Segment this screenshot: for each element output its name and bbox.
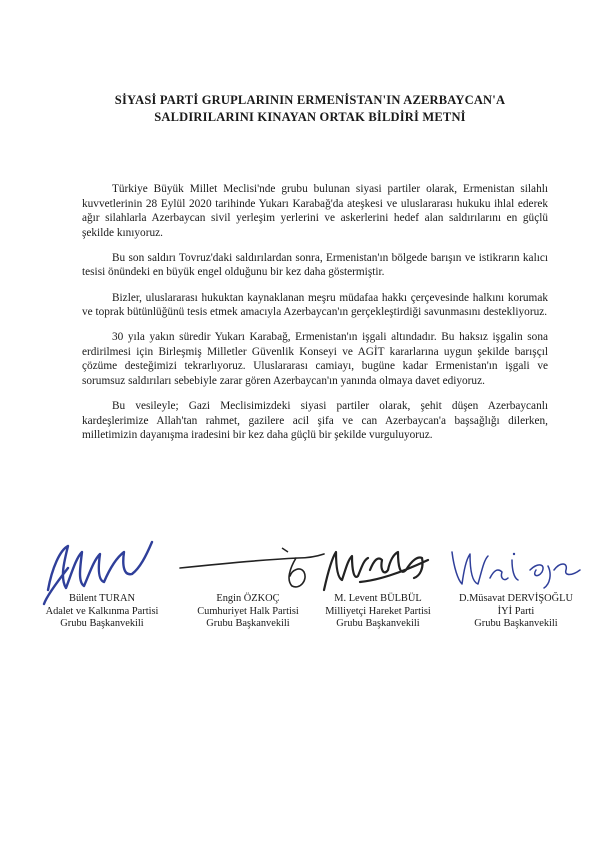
signatory-role: Grubu Başkanvekili — [206, 618, 290, 630]
signature-ozkoc — [178, 540, 328, 595]
title-line-2: SALDIRILARINI KINAYAN ORTAK BİLDİRİ METNİ — [154, 110, 466, 124]
signatory-role: Grubu Başkanvekili — [474, 618, 558, 630]
signatory-name: M. Levent BÜLBÜL — [334, 593, 422, 604]
signatory-party: Milliyetçi Hareket Partisi — [325, 605, 431, 617]
paragraph: Türkiye Büyük Millet Meclisi'nde grubu bulunan siyasi partiler olarak, Ermenistan silahlı kuvvetlerinin 28 Eylül 2020 tarihinde Yukarı Karabağ'da ateşkesi ve uluslararası hukuku ihlal ederek ağır silahlarla Azerbaycan sivil yerleşim yerlerini ve askerlerini hedef alan saldırılarını en güçlü şekilde kınıyoruz. — [82, 183, 548, 239]
signatory-name: Bülent TURAN — [69, 593, 135, 604]
signatory-party: İYİ Parti — [497, 605, 535, 617]
signatory-dervisoglu — [446, 593, 586, 631]
signatory-party: Adalet ve Kalkınma Partisi — [45, 605, 159, 617]
document-title — [60, 92, 560, 126]
paragraph: Bu son saldırı Tovruz'daki saldırılardan sonra, Ermenistan'ın bölgede barışın ve istikrarın kalıcı tesisi önündeki en büyük engel olduğunu bir kez daha göstermiştir. — [82, 251, 548, 279]
signatory-ozkoc — [188, 593, 308, 631]
title-line-1: SİYASİ PARTİ GRUPLARININ ERMENİSTAN'IN AZERBAYCAN'A — [114, 93, 506, 107]
paragraph: Bu vesileyle; Gazi Meclisimizdeki siyasi partiler olarak, şehit düşen Azerbaycanlı kardeşlerimize Allah'tan rahmet, gazilere acil şifa ve can Azerbaycan'a başsağlığı dilerken, milletimizin dayanışma iradesini bir kez daha güçlü bir şekilde vurguluyoruz. — [82, 400, 548, 442]
document-body — [82, 182, 548, 453]
signatory-turan — [42, 593, 162, 631]
signatory-party: Cumhuriyet Halk Partisi — [197, 605, 299, 617]
signatory-bulbul — [316, 593, 440, 631]
signatory-role: Grubu Başkanvekili — [336, 618, 420, 630]
signatory-role: Grubu Başkanvekili — [60, 618, 144, 630]
signatory-name: D.Müsavat DERVİŞOĞLU — [458, 593, 574, 604]
paragraph: 30 yıla yakın süredir Yukarı Karabağ, Ermenistan'ın işgali altındadır. Bu haksız işgalin sona erdirilmesi için Birleşmiş Milletler Güvenlik Konseyi ve AGİT kararlarına uygun şekilde barışçıl çözüme desteğimizi tekrarlıyoruz. Uluslararası camiayı, bugüne kadar Ermenistan'ın işgali ve sorumsuz saldırıları sebebiyle zarar gören Azerbaycan'ın yanında olmaya davet ediyoruz. — [82, 331, 548, 388]
paragraph: Bizler, uluslararası hukuktan kaynaklanan meşru müdafaa hakkı çerçevesinde halkını korumak ve toprak bütünlüğünü tesis etmek amacıyla Azerbaycan'ın gerçekleştirdiği savunmasını destekliyoruz. — [82, 291, 548, 319]
signature-dervisoglu — [448, 540, 588, 600]
signatory-name: Engin ÖZKOÇ — [216, 593, 280, 604]
